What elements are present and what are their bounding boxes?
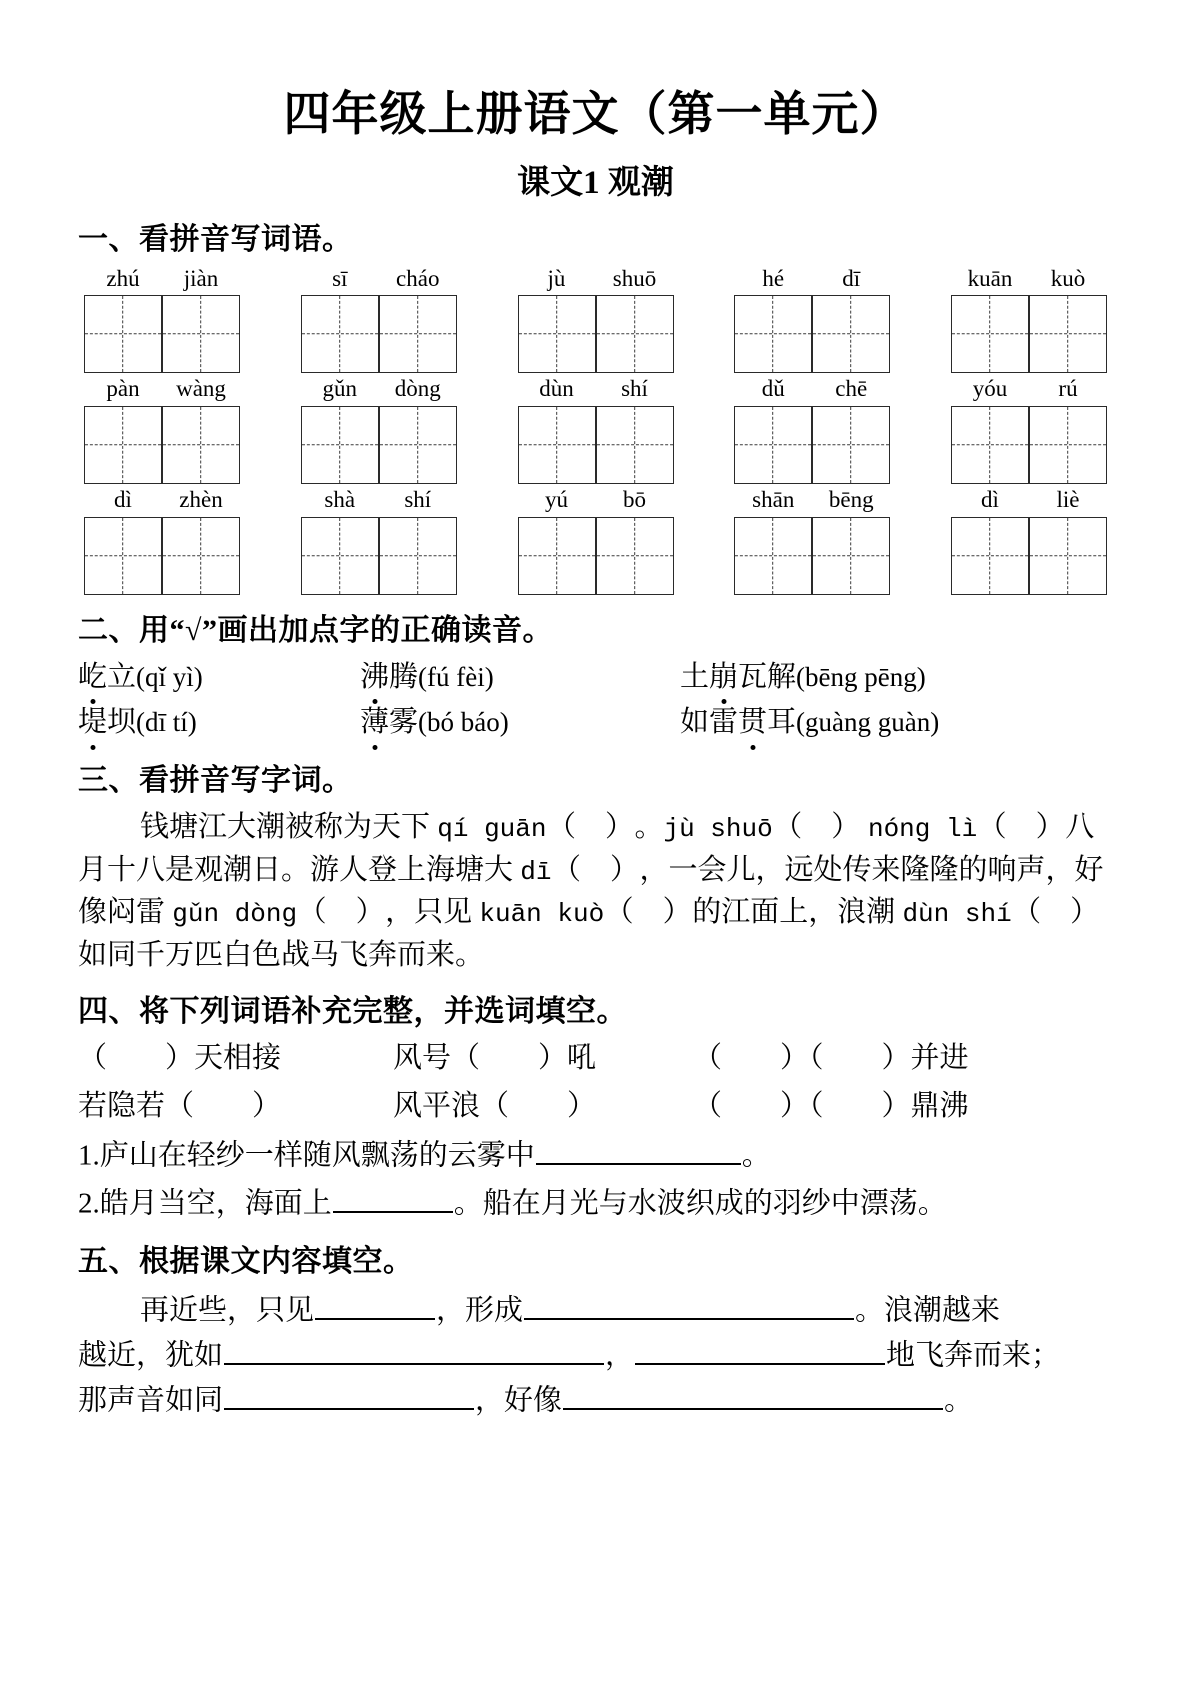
tianzige-cell[interactable] [162, 406, 240, 484]
tianzige-box[interactable] [518, 406, 674, 484]
pinyin-grid-item[interactable] [301, 375, 457, 484]
tianzige-box[interactable] [518, 295, 674, 373]
tianzige-cell[interactable] [951, 295, 1029, 373]
pinyin-label [84, 486, 240, 515]
tianzige-cell[interactable] [84, 295, 162, 373]
idiom-prefix[interactable]: 风平浪（ ） [393, 1089, 597, 1122]
idiom-text: 吼 [567, 1042, 597, 1075]
para-text: ，只见 [385, 896, 473, 929]
answer-paren[interactable]: （ ） [773, 810, 861, 843]
tianzige-box[interactable] [84, 406, 240, 484]
sentence-text: 。 [741, 1139, 771, 1172]
pinyin-label [734, 375, 890, 404]
idiom-prefix[interactable]: （ ）（ ） [693, 1042, 911, 1075]
tianzige-cell[interactable] [1029, 295, 1107, 373]
pinyin-grid-item[interactable] [84, 375, 240, 484]
pinyin-label [84, 375, 240, 404]
pinyin-options[interactable]: (qǐ yì) [136, 661, 203, 692]
tianzige-box[interactable] [734, 517, 890, 595]
pinyin-grid-item[interactable] [301, 486, 457, 595]
sentence-text: 。船在月光与水波织成的羽纱中漂荡。 [453, 1187, 947, 1220]
pinyin-options[interactable]: (guàng guàn) [796, 707, 940, 738]
pinyin-syllable: zhú [106, 265, 140, 291]
answer-blank[interactable] [315, 1287, 435, 1319]
pinyin-grid-item[interactable] [518, 486, 674, 595]
answer-blank[interactable] [224, 1332, 604, 1364]
pinyin-syllable: pàn [106, 376, 140, 402]
pinyin-syllable: shuō [612, 265, 657, 291]
fill-sentence[interactable] [78, 1132, 1113, 1178]
pinyin-cue: kuān kuò [479, 899, 605, 930]
pinyin-label [518, 375, 674, 404]
pinyin-grid-item[interactable] [951, 375, 1107, 484]
pinyin-grid-row [78, 265, 1113, 374]
pinyin-label [734, 486, 890, 515]
emphasis-dot-char: 崩 [709, 656, 738, 700]
reading-choice-item[interactable] [680, 656, 926, 700]
tianzige-cell[interactable] [812, 406, 890, 484]
pinyin-label [518, 265, 674, 294]
answer-paren[interactable]: （ ） [977, 810, 1065, 843]
pinyin-label [301, 486, 457, 515]
tianzige-cell[interactable] [84, 406, 162, 484]
sentence-text: 皓月当空，海面上 [99, 1187, 332, 1220]
idiom-item[interactable] [78, 1037, 393, 1081]
idiom-prefix[interactable]: （ ） [78, 1042, 195, 1075]
pinyin-grid-item[interactable] [518, 265, 674, 374]
pinyin-grid-row [78, 486, 1113, 595]
idiom-text: 鼎沸 [910, 1089, 969, 1122]
answer-paren[interactable]: （ ） [604, 896, 692, 929]
idiom-prefix[interactable]: 若隐若（ ） [78, 1089, 282, 1122]
item-number: 1. [78, 1139, 100, 1172]
recall-text: 。浪潮越来 [855, 1294, 1001, 1327]
answer-blank[interactable] [635, 1332, 885, 1364]
section-5-heading: 五、根据课文内容填空。 [78, 1245, 414, 1279]
pinyin-syllable: dǔ [761, 376, 785, 402]
section-3-heading: 三、看拼音写字词。 [78, 763, 353, 797]
pinyin-options[interactable]: (bó báo) [418, 707, 509, 738]
idiom-prefix[interactable]: （ ）（ ） [693, 1089, 911, 1122]
pinyin-syllable: shān [752, 487, 795, 513]
emphasis-dot-char: 屹 [78, 656, 107, 700]
recall-line[interactable] [78, 1377, 1113, 1422]
pinyin-label [734, 265, 890, 294]
tianzige-cell[interactable] [1029, 406, 1107, 484]
item-number: 2. [78, 1187, 100, 1220]
tianzige-cell[interactable] [518, 406, 596, 484]
pinyin-grid-item[interactable] [734, 486, 890, 595]
pinyin-syllable: chē [835, 376, 868, 402]
pinyin-label [301, 265, 457, 294]
idiom-text: 天相接 [194, 1042, 282, 1075]
tianzige-box[interactable] [951, 295, 1107, 373]
pinyin-syllable: hé [762, 265, 785, 291]
pinyin-syllable: rú [1058, 376, 1078, 402]
reading-choice-item[interactable] [680, 701, 939, 745]
pinyin-syllable: zhèn [179, 487, 223, 513]
pinyin-syllable: gǔn [322, 376, 357, 402]
tianzige-cell[interactable] [301, 406, 379, 484]
pinyin-grid-item[interactable] [734, 375, 890, 484]
pinyin-syllable: dòng [394, 376, 441, 402]
tianzige-box[interactable] [301, 517, 457, 595]
tianzige-cell[interactable] [596, 406, 674, 484]
tianzige-box[interactable] [518, 517, 674, 595]
recall-text: 地飞奔而来； [886, 1339, 1061, 1372]
pinyin-grid-block [78, 265, 1113, 595]
section-3-paragraph[interactable] [78, 806, 1113, 977]
section-1-heading: 一、看拼音写词语。 [78, 222, 353, 256]
idiom-item[interactable] [693, 1037, 969, 1081]
tianzige-cell[interactable] [951, 406, 1029, 484]
recall-text: ，形成 [436, 1294, 524, 1327]
word-prefix: 如雷 [680, 706, 739, 739]
emphasis-dot-char: 薄 [360, 701, 389, 745]
tianzige-box[interactable] [301, 295, 457, 373]
pinyin-label [301, 375, 457, 404]
pinyin-syllable: dùn [539, 376, 574, 402]
pinyin-grid-item[interactable] [84, 486, 240, 595]
pinyin-syllable: sī [332, 265, 348, 291]
tianzige-box[interactable] [951, 517, 1107, 595]
tianzige-cell[interactable] [951, 517, 1029, 595]
reading-choice-row [78, 656, 1113, 700]
answer-blank[interactable] [536, 1132, 741, 1164]
idiom-row [78, 1037, 1113, 1081]
tianzige-cell[interactable] [162, 517, 240, 595]
pinyin-cue: qí guān [437, 813, 547, 844]
tianzige-cell[interactable] [734, 517, 812, 595]
pinyin-grid-item[interactable] [951, 486, 1107, 595]
pinyin-syllable: shí [404, 487, 432, 513]
tianzige-cell[interactable] [518, 517, 596, 595]
reading-choice-item[interactable] [78, 701, 360, 745]
pinyin-cue: gǔn dòng [172, 899, 298, 930]
pinyin-grid-item[interactable] [301, 265, 457, 374]
tianzige-box[interactable] [84, 517, 240, 595]
emphasis-dot-char: 堤 [78, 701, 107, 745]
emphasis-dot-char: 沸 [360, 656, 389, 700]
pinyin-syllable: liè [1056, 487, 1080, 513]
tianzige-box[interactable] [301, 406, 457, 484]
pinyin-options[interactable]: (dī tí) [136, 707, 197, 738]
para-text: ，一会儿，远处传来隆隆的响声，好像闷雷 [78, 853, 1104, 929]
section-4-heading: 四、将下列词语补充完整，并选词填空。 [78, 995, 627, 1029]
pinyin-cue: nóng lì [867, 813, 978, 844]
pinyin-syllable: shà [324, 487, 356, 513]
page-subtitle: 课文1 观潮 [517, 165, 674, 202]
tianzige-cell[interactable] [596, 295, 674, 373]
pinyin-syllable: jù [547, 265, 566, 291]
pinyin-label [951, 375, 1107, 404]
recall-line[interactable] [78, 1332, 1113, 1377]
tianzige-cell[interactable] [162, 295, 240, 373]
reading-choice-item[interactable] [360, 701, 680, 745]
tianzige-cell[interactable] [301, 295, 379, 373]
recall-text: ，好像 [475, 1384, 563, 1417]
page-title: 四年级上册语文（第一单元） [283, 89, 908, 141]
reading-choice-row [78, 701, 1113, 745]
pinyin-label [951, 265, 1107, 294]
pinyin-syllable: kuān [967, 265, 1013, 291]
recall-text: 越近，犹如 [78, 1339, 224, 1372]
pinyin-syllable: shí [621, 376, 648, 402]
tianzige-cell[interactable] [734, 406, 812, 484]
emphasis-dot-char: 贯 [738, 701, 767, 745]
idiom-text: 并进 [910, 1042, 969, 1075]
word-prefix: 土 [680, 660, 710, 693]
para-text: 八月十八是观潮日。游人登上海塘大 [78, 810, 1095, 886]
idiom-item[interactable] [78, 1085, 393, 1129]
tianzige-cell[interactable] [379, 517, 457, 595]
pinyin-grid-item[interactable] [734, 265, 890, 374]
pinyin-syllable: bō [623, 487, 646, 513]
tianzige-cell[interactable] [379, 406, 457, 484]
tianzige-cell[interactable] [518, 295, 596, 373]
idiom-row [78, 1085, 1113, 1129]
pinyin-syllable: dì [981, 487, 999, 513]
tianzige-cell[interactable] [379, 295, 457, 373]
pinyin-syllable: dī [842, 265, 861, 291]
tianzige-cell[interactable] [734, 295, 812, 373]
word-suffix: 腾 [389, 660, 419, 693]
pinyin-syllable: wàng [176, 376, 226, 402]
pinyin-grid-row [78, 375, 1113, 484]
recall-text: 再近些，只见 [140, 1294, 315, 1327]
pinyin-cue: dùn shí [902, 899, 1012, 930]
answer-paren[interactable]: （ ） [546, 810, 634, 843]
pinyin-syllable: dì [114, 487, 132, 513]
tianzige-cell[interactable] [812, 295, 890, 373]
pinyin-syllable: bēng [828, 487, 874, 513]
para-text: 。 [634, 810, 664, 843]
section-2-heading: 二、用“√”画出加点字的正确读音。 [78, 613, 553, 647]
pinyin-syllable: yóu [972, 376, 1008, 402]
para-text: 如同千万匹白色战马飞奔而来。 [78, 938, 485, 971]
tianzige-box[interactable] [734, 295, 890, 373]
answer-blank[interactable] [524, 1287, 854, 1319]
word-suffix: 瓦解 [738, 660, 797, 693]
pinyin-label [518, 486, 674, 515]
answer-paren[interactable]: （ ） [297, 896, 385, 929]
pinyin-syllable: yú [545, 487, 568, 513]
tianzige-box[interactable] [734, 406, 890, 484]
idiom-prefix[interactable]: 风号（ ） [393, 1042, 568, 1075]
fill-sentence[interactable] [78, 1180, 1113, 1226]
pinyin-syllable: cháo [396, 265, 440, 291]
answer-blank[interactable] [333, 1180, 453, 1212]
tianzige-box[interactable] [84, 295, 240, 373]
tianzige-cell[interactable] [301, 517, 379, 595]
reading-choice-item[interactable] [360, 656, 680, 700]
idiom-item[interactable] [393, 1085, 693, 1129]
idiom-item[interactable] [693, 1085, 969, 1129]
pinyin-cue: jù shuō [663, 813, 773, 844]
pinyin-grid-item[interactable] [84, 265, 240, 374]
answer-paren[interactable]: （ ） [551, 853, 639, 886]
pinyin-cue: dī [520, 856, 552, 887]
recall-text: 。 [944, 1384, 974, 1417]
pinyin-label [951, 486, 1107, 515]
pinyin-syllable: jiàn [183, 265, 219, 291]
tianzige-cell[interactable] [812, 517, 890, 595]
para-text: 的江面上，浪潮 [692, 896, 896, 929]
pinyin-label [84, 265, 240, 294]
pinyin-syllable: kuò [1050, 265, 1086, 291]
pinyin-options[interactable]: (fú fèi) [418, 661, 494, 692]
tianzige-box[interactable] [951, 406, 1107, 484]
reading-choice-item[interactable] [78, 656, 360, 700]
pinyin-grid-item[interactable] [951, 265, 1107, 374]
word-suffix: 雾 [389, 706, 419, 739]
answer-blank[interactable] [563, 1377, 943, 1409]
pinyin-grid-item[interactable] [518, 375, 674, 484]
recall-line[interactable] [78, 1287, 1113, 1332]
answer-paren[interactable]: （ ） [1012, 896, 1100, 929]
recall-text: 那声音如同 [78, 1384, 224, 1417]
word-suffix: 耳 [767, 706, 797, 739]
pinyin-options[interactable]: (bēng pēng) [796, 661, 926, 692]
recall-text: ， [605, 1339, 635, 1372]
word-suffix: 坝 [107, 706, 137, 739]
word-suffix: 立 [107, 660, 137, 693]
tianzige-cell[interactable] [1029, 517, 1107, 595]
sentence-text: 庐山在轻纱一样随风飘荡的云雾中 [99, 1139, 535, 1172]
idiom-item[interactable] [393, 1037, 693, 1081]
tianzige-cell[interactable] [84, 517, 162, 595]
answer-blank[interactable] [224, 1377, 474, 1409]
tianzige-cell[interactable] [596, 517, 674, 595]
para-text: 钱塘江大潮被称为天下 [140, 810, 431, 843]
